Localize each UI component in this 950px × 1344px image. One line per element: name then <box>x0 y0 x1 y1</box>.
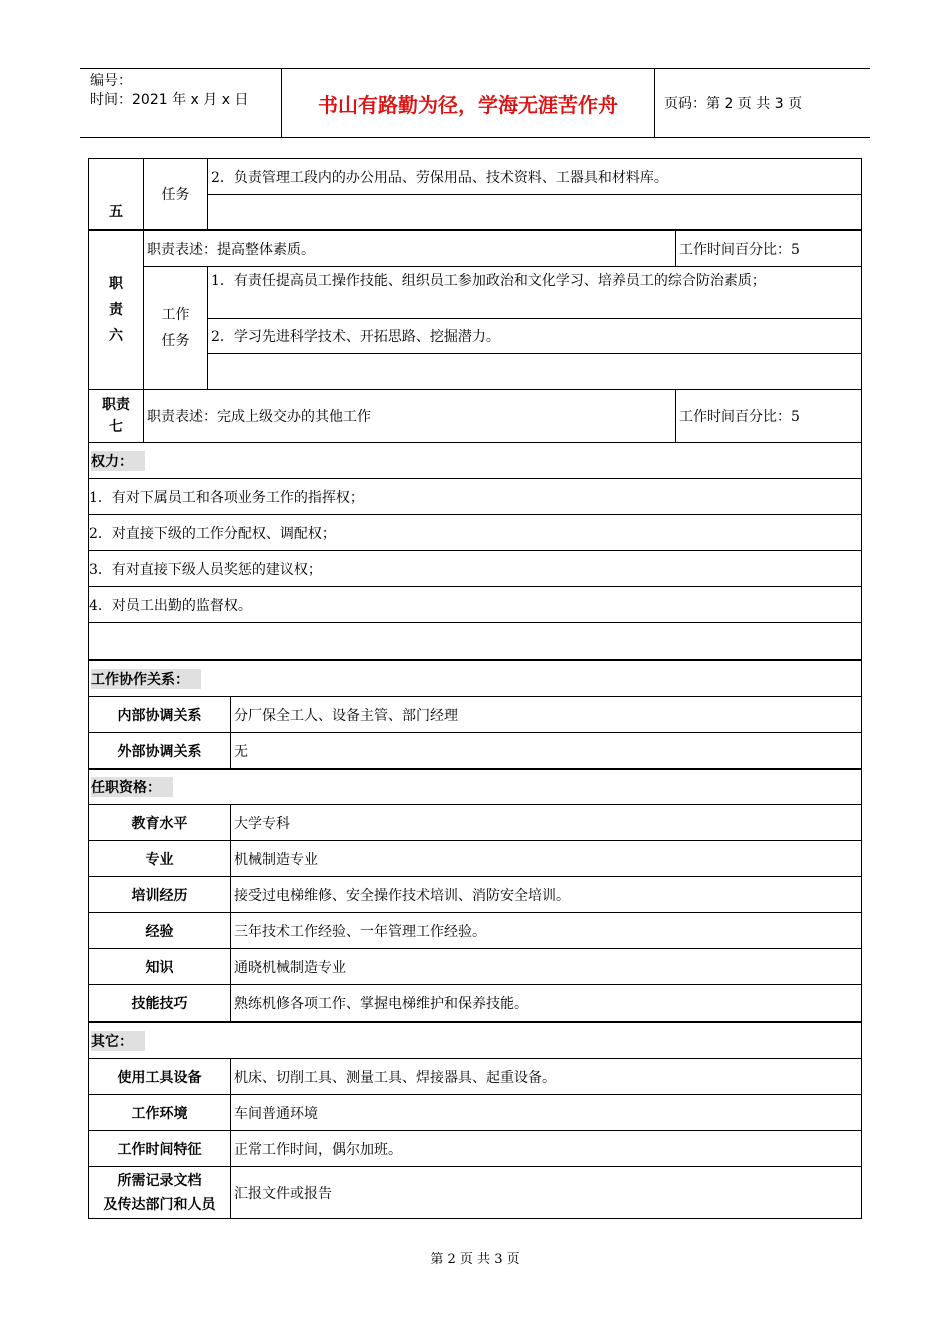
page-footer: 第 2 页 共 3 页 <box>430 1252 520 1267</box>
qual-education-value: 大学专科 <box>230 804 862 841</box>
other-docs-value: 汇报文件或报告 <box>230 1166 862 1219</box>
duty7-time-percent: 工作时间百分比：5 <box>675 389 862 443</box>
qual-training-value: 接受过电梯维修、安全操作技术培训、消防安全培训。 <box>230 876 862 913</box>
qual-major-value: 机械制造专业 <box>230 840 862 877</box>
cooperation-heading: 工作协作关系： <box>88 659 862 697</box>
qual-major-label: 专业 <box>88 840 231 877</box>
qualification-heading: 任职资格： <box>88 768 862 805</box>
header-meta <box>80 69 282 137</box>
document-time: 时间：2021 年 x 月 x 日 <box>90 92 249 108</box>
other-worktime-value: 正常工作时间，偶尔加班。 <box>230 1130 862 1167</box>
other-worktime-label: 工作时间特征 <box>88 1130 231 1167</box>
duty6-task-2: 2．学习先进科学技术、开拓思路、挖掘潜力。 <box>207 318 862 354</box>
other-tools-label: 使用工具设备 <box>88 1058 231 1095</box>
authority-item-3: 3．有对直接下级人员奖惩的建议权； <box>88 550 862 587</box>
duty6-task-1: 1．有责任提高员工操作技能、组织员工参加政治和文化学习、培养员工的综合防治素质； <box>207 266 862 319</box>
duty6-task-3 <box>207 353 862 390</box>
duty6-title: 职 责 六 <box>88 230 144 390</box>
duty5-title: 五 <box>88 158 144 230</box>
coop-external-label: 外部协调关系 <box>88 732 231 769</box>
header-page-number: 页码：第 2 页 共 3 页 <box>664 96 803 112</box>
qual-knowledge-label: 知识 <box>88 948 231 985</box>
coop-external-value: 无 <box>230 732 862 769</box>
coop-internal-value: 分厂保全工人、设备主管、部门经理 <box>230 696 862 733</box>
header-motto: 书山有路勤为径，学海无涯苦作舟 <box>282 69 655 137</box>
authority-heading: 权力： <box>88 442 862 479</box>
duty6-task-label: 工作 任务 <box>143 266 208 390</box>
duty7-title: 职责 七 <box>88 389 144 443</box>
duty6-description: 职责表述：提高整体素质。 <box>143 230 676 267</box>
duty5-task-2 <box>207 194 862 230</box>
authority-item-1: 1．有对下属员工和各项业务工作的指挥权； <box>88 478 862 515</box>
page-header <box>80 68 870 138</box>
authority-item-5 <box>88 622 862 660</box>
qual-skills-value: 熟练机修各项工作、掌握电梯维护和保养技能。 <box>230 984 862 1022</box>
other-environment-label: 工作环境 <box>88 1094 231 1131</box>
qual-knowledge-value: 通晓机械制造专业 <box>230 948 862 985</box>
authority-item-4: 4．对员工出勤的监督权。 <box>88 586 862 623</box>
duty6-time-percent: 工作时间百分比：5 <box>675 230 862 267</box>
document-number: 编号： <box>90 73 132 89</box>
qual-experience-value: 三年技术工作经验、一年管理工作经验。 <box>230 912 862 949</box>
duty5-task-1: 2．负责管理工段内的办公用品、劳保用品、技术资料、工器具和材料库。 <box>207 158 862 195</box>
other-heading: 其它： <box>88 1021 862 1059</box>
duty7-description: 职责表述：完成上级交办的其他工作 <box>143 389 676 443</box>
qual-experience-label: 经验 <box>88 912 231 949</box>
coop-internal-label: 内部协调关系 <box>88 696 231 733</box>
other-docs-label: 所需记录文档 及传达部门和人员 <box>88 1166 231 1219</box>
qual-skills-label: 技能技巧 <box>88 984 231 1022</box>
duty5-task-label: 任务 <box>143 158 208 230</box>
authority-item-2: 2．对直接下级的工作分配权、调配权； <box>88 514 862 551</box>
qual-education-label: 教育水平 <box>88 804 231 841</box>
other-tools-value: 机床、切削工具、测量工具、焊接器具、起重设备。 <box>230 1058 862 1095</box>
other-environment-value: 车间普通环境 <box>230 1094 862 1131</box>
qual-training-label: 培训经历 <box>88 876 231 913</box>
